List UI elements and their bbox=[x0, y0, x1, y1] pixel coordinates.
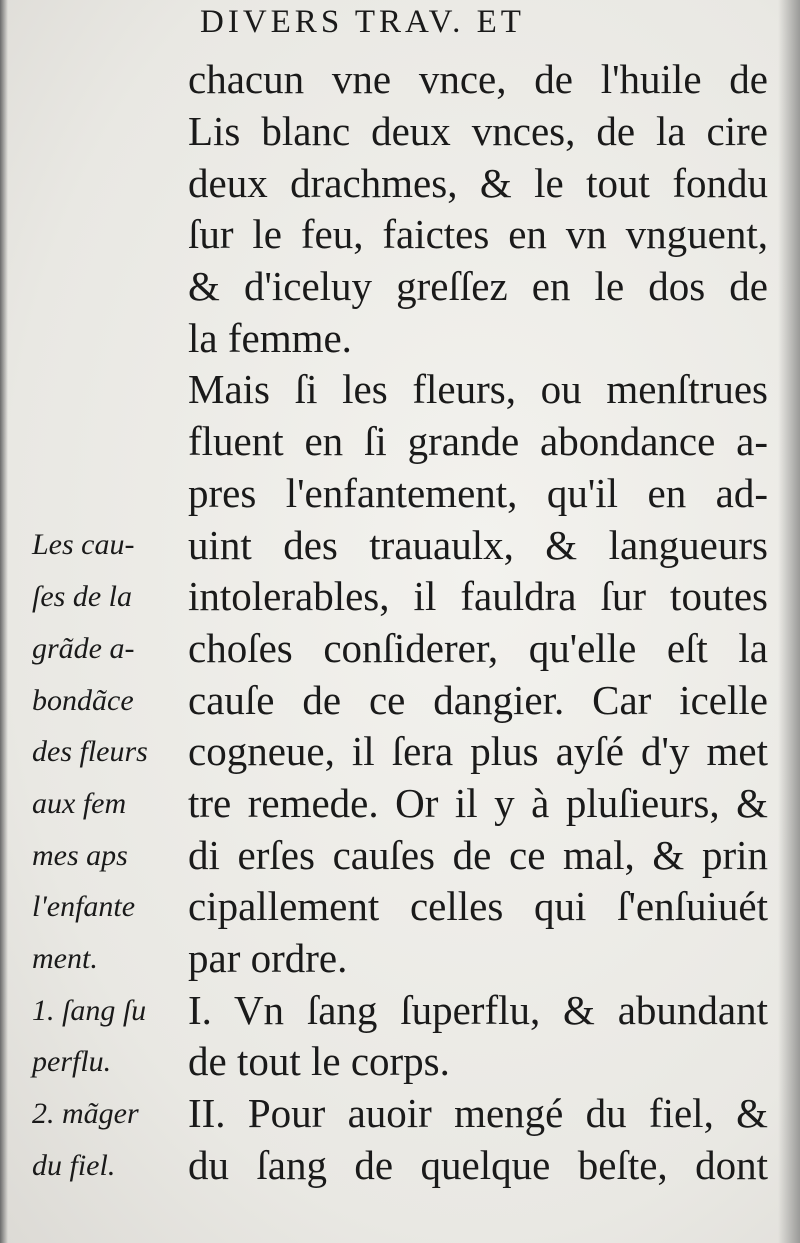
body-line-5: & d'iceluy greſſez en le dos de bbox=[188, 263, 768, 309]
body-line-7: Mais ſi les fleurs, ou menſtrues bbox=[188, 366, 768, 412]
page-edge-shadow bbox=[778, 0, 800, 1243]
margin-note-7: mes aps bbox=[32, 839, 128, 872]
margin-note-6: aux fem bbox=[32, 787, 127, 820]
body-line-3: deux drachmes, & le tout fondu bbox=[188, 160, 768, 206]
margin-note-4: bondãce bbox=[32, 684, 134, 717]
body-line-17: cipallement celles qui ſ'enſuiuét bbox=[188, 883, 768, 929]
body-line-13: cauſe de ce dangier. Car icelle bbox=[188, 677, 768, 723]
body-line-2: Lis blanc deux vnces, de la cire bbox=[188, 108, 768, 154]
margin-note-11: perflu. bbox=[32, 1045, 112, 1078]
body-line-22: du ſang de quelque beſte, dont bbox=[188, 1142, 768, 1188]
body-line-14: cogneue, il ſera plus ayſé d'y met bbox=[188, 728, 768, 774]
body-line-6: la femme. bbox=[188, 315, 352, 361]
body-line-12: choſes conſiderer, qu'elle eſt la bbox=[188, 625, 768, 671]
margin-note-12: 2. mãger bbox=[32, 1097, 139, 1130]
body-line-19: I. Vn ſang ſuperflu, & abundant bbox=[188, 987, 768, 1033]
body-line-1: chacun vne vnce, de l'huile de bbox=[188, 56, 768, 102]
margin-note-5: des fleurs bbox=[32, 735, 148, 768]
margin-note-2: ſes de la bbox=[32, 580, 132, 613]
body-line-18: par ordre. bbox=[188, 935, 348, 981]
margin-note-13: du fiel. bbox=[32, 1149, 116, 1182]
body-line-9: pres l'enfantement, qu'il en ad- bbox=[188, 470, 768, 516]
running-header: DIVERS TRAV. ET bbox=[200, 4, 525, 40]
margin-note-3: grãde a- bbox=[32, 632, 135, 665]
margin-note-10: 1. ſang ſu bbox=[32, 994, 147, 1027]
body-line-11: intolerables, il fauldra ſur toutes bbox=[188, 573, 768, 619]
body-line-4: ſur le feu, faictes en vn vnguent, bbox=[188, 211, 768, 257]
body-line-16: di erſes cauſes de ce mal, & prin bbox=[188, 832, 768, 878]
page-gutter-shadow bbox=[0, 0, 8, 1243]
body-line-10: uint des trauaulx, & langueurs bbox=[188, 522, 768, 568]
body-line-8: fluent en ſi grande abondance a- bbox=[188, 418, 768, 464]
body-line-21: II. Pour auoir mengé du fiel, & bbox=[188, 1090, 768, 1136]
margin-note-8: l'enfante bbox=[32, 890, 136, 923]
body-line-15: tre remede. Or il y à pluſieurs, & bbox=[188, 780, 768, 826]
margin-note-9: ment. bbox=[32, 942, 98, 975]
margin-note-1: Les cau- bbox=[32, 528, 135, 561]
body-line-20: de tout le corps. bbox=[188, 1038, 450, 1084]
